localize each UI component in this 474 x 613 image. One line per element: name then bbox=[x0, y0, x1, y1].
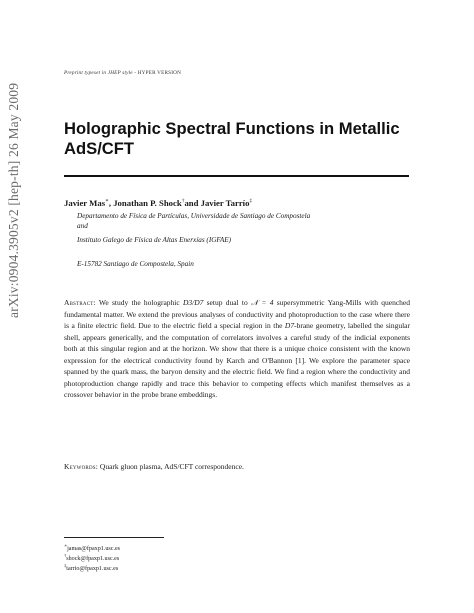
preprint-notice bbox=[64, 70, 181, 76]
keywords-text: Quark gluon plasma, AdS/CFT correspondence. bbox=[98, 462, 244, 471]
preprint-version: HYPER VERSION bbox=[137, 70, 182, 76]
keywords bbox=[64, 461, 410, 472]
author-tarrio: and Javier Tarrío bbox=[184, 198, 250, 208]
footnote-mark-2: † bbox=[64, 553, 67, 558]
footnote-email-3: tarrio@fpaxp1.usc.es bbox=[66, 566, 119, 573]
author-mark-3: ‡ bbox=[249, 198, 253, 205]
author-mas: Javier Mas bbox=[64, 198, 106, 208]
affiliation-and: and bbox=[77, 222, 88, 230]
title-line-1: Holographic Spectral Functions in Metallic bbox=[64, 119, 400, 138]
author-shock: , Jonathan P. Shock bbox=[108, 198, 182, 208]
author-mark-1: ∗ bbox=[105, 198, 109, 205]
footnote-mark-3: ‡ bbox=[64, 563, 67, 568]
affiliation-institute: Instituto Galego de Física de Altas Enerxías (IGFAE) bbox=[77, 236, 232, 244]
footnote-divider bbox=[64, 537, 164, 538]
abstract-d3d7: D3/D7 bbox=[182, 298, 204, 307]
abstract-text-3: supersymmetric Yang-Mills with quenched fundamental matter. We extend the previous analyses of conductivity and photoproduction to the case where there is a finite electric field. Due to the electric field a special region in the bbox=[64, 298, 410, 331]
abstract-label: Abstract: bbox=[64, 298, 96, 307]
footnote-mark-1: ∗ bbox=[64, 543, 68, 548]
footnote-email-1: jamas@fpaxp1.usc.es bbox=[67, 546, 121, 553]
affiliation-department: Departamento de Física de Partículas, Universidade de Santiago de Compostela bbox=[77, 212, 311, 220]
abstract-d7: D7 bbox=[284, 321, 295, 331]
arxiv-identifier-stamp: arXiv:0904.3905v2 [hep-th] 26 May 2009 bbox=[6, 82, 21, 318]
author-list bbox=[64, 198, 424, 208]
footnote-email-2: shock@fpaxp1.usc.es bbox=[66, 556, 120, 563]
abstract-text-2: setup dual to bbox=[203, 298, 251, 307]
keywords-label: Keywords: bbox=[64, 462, 99, 471]
title-divider bbox=[64, 175, 409, 177]
preprint-prefix: Preprint typeset in JHEP style - bbox=[64, 70, 138, 76]
paper-title bbox=[64, 119, 424, 159]
abstract-text-4: -brane geometry, labelled the singular shell, appears generically, and the computation of correlators involves a careful study of the indicial exponents both at this singular region and at the horizon. We show that there is a unique choice consistent with the known expression for the electrical conductivity found by Karch and O'Bannon [1]. We explore the parameter space spanned by the quark mass, the baryon density and the electric field. We find a region where the conductivity and photoproduction change rapidly and trace this behavior to competing effects which manifest themselves as a crossover behavior in the probe brane embeddings. bbox=[64, 321, 410, 400]
affiliation-address: E-15782 Santiago de Compostela, Spain bbox=[77, 260, 194, 268]
title-line-2: AdS/CFT bbox=[64, 139, 135, 158]
abstract bbox=[64, 297, 410, 401]
abstract-text-1: We study the holographic bbox=[95, 298, 183, 307]
abstract-n4: 𝒩 = 4 bbox=[250, 298, 274, 307]
author-mark-2: † bbox=[181, 198, 185, 205]
footnote-3 bbox=[64, 561, 118, 574]
